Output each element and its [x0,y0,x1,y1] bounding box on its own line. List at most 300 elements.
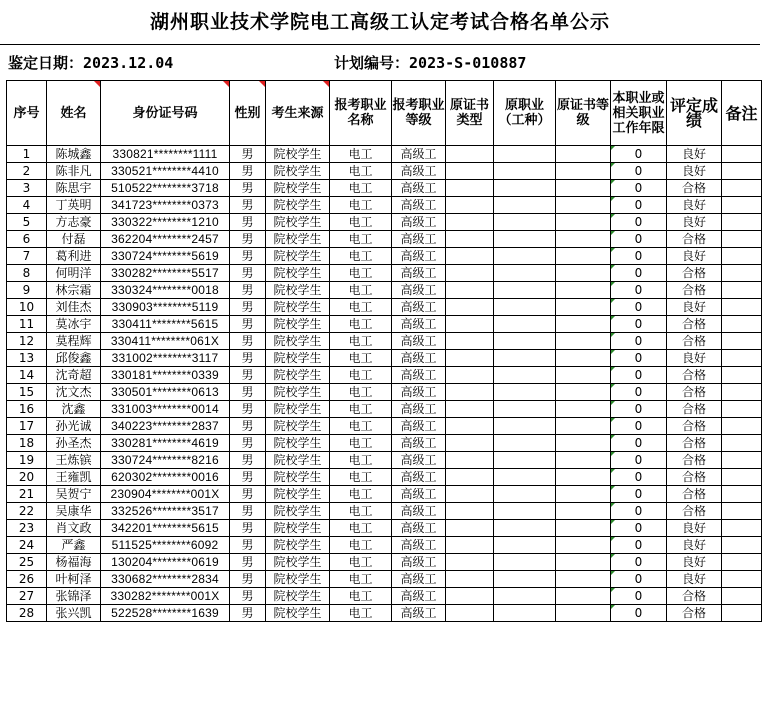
table-cell: 良好 [667,537,722,554]
table-cell: 高级工 [392,350,446,367]
table-cell [722,146,762,163]
table-cell [446,214,494,231]
table-cell: 130204********0619 [101,554,230,571]
table-cell: 0 [611,537,667,554]
table-cell: 0 [611,486,667,503]
table-cell [446,588,494,605]
table-cell: 12 [7,333,47,350]
table-cell [446,384,494,401]
table-cell [446,163,494,180]
comment-marker [323,81,329,87]
number-format-marker [611,384,615,388]
table-cell: 高级工 [392,486,446,503]
table-cell: 4 [7,197,47,214]
table-cell [722,503,762,520]
number-format-marker [611,163,615,167]
number-format-marker [611,350,615,354]
table-row [7,163,762,180]
number-format-marker [611,401,615,405]
table-cell: 良好 [667,197,722,214]
number-format-marker [611,248,615,252]
table-cell [722,316,762,333]
table-cell [556,520,611,537]
table-cell: 330521********4410 [101,163,230,180]
table-cell: 男 [230,503,266,520]
table-cell: 张锦泽 [47,588,101,605]
table-row [7,197,762,214]
table-cell [556,282,611,299]
column-header: 考生来源 [266,81,330,146]
table-cell: 11 [7,316,47,333]
table-cell: 23 [7,520,47,537]
table-cell: 葛利进 [47,248,101,265]
table-cell: 付磊 [47,231,101,248]
table-cell [722,248,762,265]
number-format-marker [611,231,615,235]
table-cell: 高级工 [392,418,446,435]
table-cell [494,605,556,622]
table-cell [722,401,762,418]
table-cell: 男 [230,299,266,316]
table-cell: 吴康华 [47,503,101,520]
table-cell: 高级工 [392,469,446,486]
table-cell: 院校学生 [266,163,330,180]
table-cell: 341723********0373 [101,197,230,214]
table-cell: 莫程辉 [47,333,101,350]
table-cell [494,197,556,214]
table-cell: 方志豪 [47,214,101,231]
table-cell: 良好 [667,163,722,180]
table-row [7,469,762,486]
table-cell: 高级工 [392,248,446,265]
table-cell [494,231,556,248]
table-cell [556,384,611,401]
table-row [7,180,762,197]
table-cell [556,299,611,316]
table-cell: 332526********3517 [101,503,230,520]
table-cell [722,197,762,214]
table-cell: 0 [611,146,667,163]
table-cell: 电工 [330,554,392,571]
table-cell: 邱俊鑫 [47,350,101,367]
exam-date-label: 鉴定日期： [8,54,84,72]
table-cell [556,180,611,197]
comment-marker [223,81,229,87]
table-cell: 9 [7,282,47,299]
table-cell [494,163,556,180]
table-cell: 高级工 [392,333,446,350]
table-cell: 330724********5619 [101,248,230,265]
table-row [7,554,762,571]
table-cell [722,231,762,248]
number-format-marker [611,214,615,218]
table-cell [722,452,762,469]
table-cell [556,316,611,333]
table-cell: 男 [230,180,266,197]
table-cell: 严鑫 [47,537,101,554]
table-cell [494,520,556,537]
table-cell: 高级工 [392,316,446,333]
table-cell: 电工 [330,571,392,588]
table-cell [446,180,494,197]
column-header: 报考职业等级 [392,81,446,146]
table-cell [446,537,494,554]
table-cell: 高级工 [392,537,446,554]
table-cell: 院校学生 [266,452,330,469]
table-cell [556,214,611,231]
table-cell: 0 [611,435,667,452]
table-cell: 22 [7,503,47,520]
table-cell: 合格 [667,418,722,435]
table-cell: 330501********0613 [101,384,230,401]
table-row [7,282,762,299]
table-cell: 0 [611,180,667,197]
table-cell [494,282,556,299]
table-cell: 21 [7,486,47,503]
table-cell: 林宗霜 [47,282,101,299]
column-header: 身份证号码 [101,81,230,146]
table-cell: 合格 [667,265,722,282]
table-cell: 13 [7,350,47,367]
table-cell [722,571,762,588]
table-cell: 330324********0018 [101,282,230,299]
table-cell: 10 [7,299,47,316]
table-cell: 良好 [667,299,722,316]
table-row [7,418,762,435]
table-cell [446,605,494,622]
table-cell: 电工 [330,486,392,503]
table-cell: 0 [611,316,667,333]
table-cell: 男 [230,197,266,214]
table-cell: 何明洋 [47,265,101,282]
table-cell: 高级工 [392,265,446,282]
table-cell [494,180,556,197]
table-cell [494,503,556,520]
table-row [7,350,762,367]
table-cell: 肖文政 [47,520,101,537]
table-cell: 高级工 [392,367,446,384]
table-cell [446,282,494,299]
table-cell: 0 [611,367,667,384]
table-cell: 0 [611,231,667,248]
table-cell: 电工 [330,520,392,537]
table-row [7,248,762,265]
table-cell: 620302********0016 [101,469,230,486]
table-cell: 0 [611,265,667,282]
column-header: 原证书等级 [556,81,611,146]
table-cell: 丁英明 [47,197,101,214]
table-cell: 电工 [330,231,392,248]
table-cell [556,469,611,486]
table-cell: 男 [230,350,266,367]
table-cell: 高级工 [392,571,446,588]
table-cell: 0 [611,588,667,605]
table-row [7,452,762,469]
table-cell [556,265,611,282]
table-cell [556,486,611,503]
table-cell: 沈文杰 [47,384,101,401]
table-body [7,146,762,622]
table-cell: 院校学生 [266,180,330,197]
table-cell: 高级工 [392,163,446,180]
number-format-marker [611,146,615,150]
table-cell: 院校学生 [266,316,330,333]
table-cell [494,435,556,452]
table-cell [556,435,611,452]
number-format-marker [611,469,615,473]
table-cell [494,299,556,316]
table-cell: 男 [230,588,266,605]
plan-number [334,45,526,81]
column-header: 原证书类型 [446,81,494,146]
table-cell: 院校学生 [266,214,330,231]
table-cell [722,163,762,180]
table-cell: 0 [611,452,667,469]
table-cell: 19 [7,452,47,469]
table-cell: 20 [7,469,47,486]
table-cell [556,248,611,265]
table-cell [446,418,494,435]
table-cell [494,588,556,605]
exam-date [8,45,173,81]
number-format-marker [611,537,615,541]
table-cell: 合格 [667,605,722,622]
table-cell [556,554,611,571]
table-cell: 0 [611,520,667,537]
table-cell: 330322********1210 [101,214,230,231]
table-cell: 高级工 [392,146,446,163]
table-cell [722,384,762,401]
table-cell: 合格 [667,401,722,418]
table-cell [556,401,611,418]
table-cell: 良好 [667,146,722,163]
table-cell: 男 [230,265,266,282]
column-header: 备注 [722,81,762,146]
table-cell: 电工 [330,180,392,197]
table-cell: 男 [230,163,266,180]
table-cell [556,367,611,384]
table-cell: 0 [611,248,667,265]
table-cell: 电工 [330,299,392,316]
table-cell: 电工 [330,350,392,367]
table-cell [722,299,762,316]
table-cell [446,452,494,469]
table-cell: 院校学生 [266,486,330,503]
table-row [7,588,762,605]
table-cell [722,418,762,435]
table-cell: 高级工 [392,214,446,231]
table-cell: 2 [7,163,47,180]
comment-marker [259,81,265,87]
number-format-marker [611,435,615,439]
table-cell: 8 [7,265,47,282]
table-cell: 1 [7,146,47,163]
table-cell: 16 [7,401,47,418]
table-row [7,146,762,163]
table-cell: 院校学生 [266,231,330,248]
table-cell [446,248,494,265]
table-cell: 高级工 [392,197,446,214]
table-cell: 良好 [667,350,722,367]
table-cell [446,503,494,520]
table-cell: 男 [230,554,266,571]
table-row [7,367,762,384]
number-format-marker [611,282,615,286]
table-cell [556,197,611,214]
table-cell: 330281********4619 [101,435,230,452]
table-cell: 7 [7,248,47,265]
table-cell [722,435,762,452]
table-cell: 28 [7,605,47,622]
table-cell: 院校学生 [266,282,330,299]
table-cell [494,333,556,350]
table-cell: 331003********0014 [101,401,230,418]
table-cell: 孙光诚 [47,418,101,435]
table-cell: 0 [611,469,667,486]
table-cell [556,163,611,180]
page-title: 湖州职业技术学院电工高级工认定考试合格名单公示 [149,11,610,33]
number-format-marker [611,316,615,320]
table-cell: 高级工 [392,554,446,571]
column-header: 本职业或相关职业工作年限 [611,81,667,146]
table-cell [556,452,611,469]
number-format-marker [611,180,615,184]
table-cell: 莫冰宇 [47,316,101,333]
table-cell: 362204********2457 [101,231,230,248]
table-cell: 良好 [667,554,722,571]
table-row [7,299,762,316]
table-cell: 合格 [667,452,722,469]
table-row [7,435,762,452]
table-cell: 男 [230,605,266,622]
table-cell: 电工 [330,214,392,231]
table-cell: 男 [230,367,266,384]
table-cell: 合格 [667,316,722,333]
table-cell [722,605,762,622]
table-cell [494,537,556,554]
table-cell [494,248,556,265]
table-cell: 0 [611,350,667,367]
plan-number-value: 2023-S-010887 [409,54,527,72]
plan-number-label: 计划编号： [334,54,410,72]
table-cell: 男 [230,333,266,350]
table-cell [494,367,556,384]
table-cell: 26 [7,571,47,588]
table-cell: 3 [7,180,47,197]
table-cell: 合格 [667,384,722,401]
table-cell: 男 [230,537,266,554]
table-cell [446,265,494,282]
table-cell [722,469,762,486]
table-cell [494,571,556,588]
table-cell [722,537,762,554]
table-row [7,401,762,418]
table-cell: 331002********3117 [101,350,230,367]
column-header: 序号 [7,81,47,146]
column-header: 原职业（工种） [494,81,556,146]
table-row [7,537,762,554]
blank-area [0,622,765,715]
table-cell: 合格 [667,282,722,299]
table-cell: 330682********2834 [101,571,230,588]
table-cell: 王雍凯 [47,469,101,486]
table-cell: 孙圣杰 [47,435,101,452]
table-cell: 男 [230,401,266,418]
table-cell: 院校学生 [266,435,330,452]
table-cell: 院校学生 [266,248,330,265]
table-cell: 院校学生 [266,367,330,384]
table-cell: 院校学生 [266,554,330,571]
table-cell: 342201********5615 [101,520,230,537]
table-cell [722,588,762,605]
table-cell: 18 [7,435,47,452]
table-cell: 电工 [330,503,392,520]
table-cell [446,469,494,486]
number-format-marker [611,486,615,490]
table-row [7,503,762,520]
table-cell: 0 [611,605,667,622]
table-cell: 高级工 [392,231,446,248]
table-cell: 电工 [330,197,392,214]
table-cell: 良好 [667,214,722,231]
table-cell [494,350,556,367]
table-cell [722,367,762,384]
table-row [7,333,762,350]
table-cell [494,469,556,486]
table-cell: 330181********0339 [101,367,230,384]
number-format-marker [611,333,615,337]
table-cell [446,333,494,350]
table-cell: 电工 [330,316,392,333]
table-cell: 男 [230,520,266,537]
number-format-marker [611,197,615,201]
table-cell [494,214,556,231]
table-cell [722,265,762,282]
table-cell: 合格 [667,486,722,503]
table-cell [446,350,494,367]
table-cell: 电工 [330,265,392,282]
table-cell: 院校学生 [266,265,330,282]
table-row [7,605,762,622]
roster-table [6,80,762,622]
table-cell: 0 [611,384,667,401]
table-cell: 330411********061X [101,333,230,350]
table-cell [722,350,762,367]
table-cell [446,299,494,316]
table-cell [446,520,494,537]
table-cell [494,384,556,401]
table-cell [722,554,762,571]
table-cell: 叶柯泽 [47,571,101,588]
column-header: 报考职业名称 [330,81,392,146]
table-cell: 王炼镔 [47,452,101,469]
number-format-marker [611,520,615,524]
table-cell: 沈鑫 [47,401,101,418]
table-cell: 0 [611,503,667,520]
number-format-marker [611,299,615,303]
table-cell: 男 [230,214,266,231]
table-cell [446,231,494,248]
column-header: 性别 [230,81,266,146]
table-cell [446,146,494,163]
table-cell [446,571,494,588]
table-cell: 电工 [330,401,392,418]
table-cell: 高级工 [392,520,446,537]
table-cell [722,214,762,231]
table-cell: 刘佳杰 [47,299,101,316]
table-cell: 电工 [330,469,392,486]
table-cell: 院校学生 [266,571,330,588]
